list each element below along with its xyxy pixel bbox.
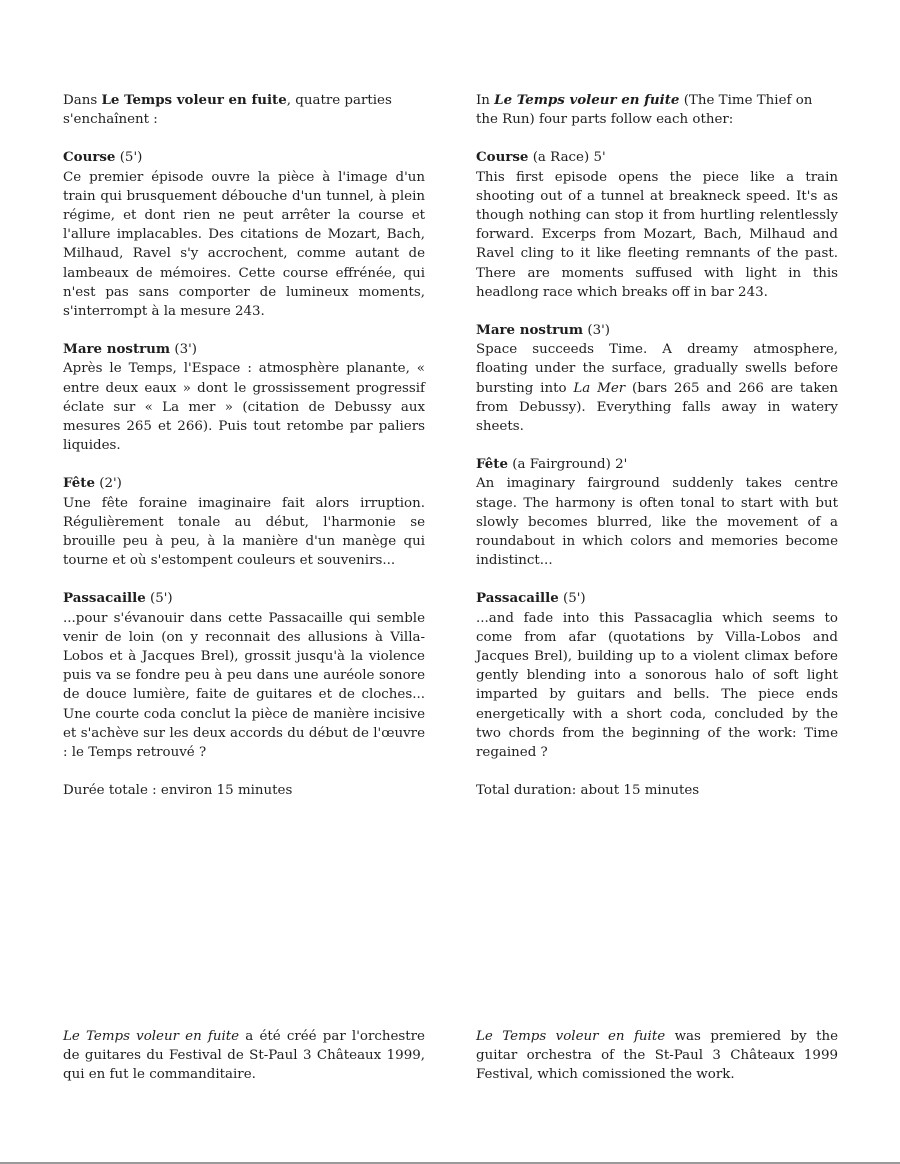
- english-section-mare-nostrum: [476, 321, 838, 436]
- french-section-fete: [63, 474, 425, 570]
- french-footer: Le Temps voleur en fuite a été créé par l'orchestre de guitares du Festival de St-Paul 3 Châteaux 1999, qui en fut le commanditaire.: [63, 1029, 425, 1083]
- section-heading: Course (5'): [63, 149, 143, 166]
- english-column: [476, 91, 838, 801]
- footer-title: Le Temps voleur en fuite: [476, 1029, 666, 1044]
- section-text: Une fête foraine imaginaire fait alors irruption. Régulièrement tonale au début, l'harmonie se brouille peu à peu, à la manière d'un manège qui tourne et où s'estompent couleurs et souvenirs...: [63, 495, 425, 569]
- english-section-course: [476, 148, 838, 302]
- english-footer: Le Temps voleur en fuite was premiered by the guitar orchestra of the St-Paul 3 Châteaux 1999 Festival, which comissioned the work.: [476, 1029, 838, 1083]
- english-total-duration: Total duration: about 15 minutes: [476, 783, 700, 799]
- french-intro: Dans Le Temps voleur en fuite, quatre parties s'enchaînent :: [63, 92, 392, 128]
- french-section-passacaille: [63, 589, 425, 762]
- french-section-mare-nostrum: [63, 340, 425, 455]
- french-intro-title: Le Temps voleur en fuite: [101, 92, 287, 108]
- section-heading: Passacaille (5'): [63, 590, 173, 607]
- french-column: [63, 91, 425, 801]
- section-heading: Mare nostrum (3'): [476, 322, 610, 339]
- section-text: An imaginary fairground suddenly takes centre stage. The harmony is often tonal to start with but slowly becomes blurred, like the movement of a roundabout in which colors and memories become indistinct...: [476, 476, 838, 569]
- section-heading: Course (a Race) 5': [476, 149, 606, 166]
- section-text: ...pour s'évanouir dans cette Passacaille qui semble venir de loin (on y reconnait des allusions à Villa-Lobos et à Jacques Brel), grossit jusqu'à la violence puis va se fondre peu à peu dans une auréole sonore de douce lumière, faite de guitares et de cloches... Une courte coda conclut la pièce de manière incisive et s'achève sur les deux accords du début de l'œuvre : le Temps retrouvé ?: [63, 610, 425, 761]
- english-section-fete: [476, 455, 838, 570]
- section-heading: Fête (a Fairground) 2': [476, 456, 628, 473]
- section-heading: Mare nostrum (3'): [63, 341, 197, 358]
- section-heading: Passacaille (5'): [476, 590, 586, 607]
- section-text: Après le Temps, l'Espace : atmosphère planante, « entre deux eaux » dont le grossissement progressif éclate sur « La mer » (citation de Debussy aux mesures 265 et 266). Puis tout retombe par paliers liquides.: [63, 361, 425, 454]
- section-text: This first episode opens the piece like a train shooting out of a tunnel at breakneck speed. It's as though nothing can stop it from hurtling relentlessly forward. Excerps from Mozart, Bach, Milhaud and Ravel cling to it like fleeting remnants of the past. There are moments suffused with light in this headlong race which breaks off in bar 243.: [476, 169, 838, 300]
- french-section-course: [63, 148, 425, 321]
- english-intro: In Le Temps voleur en fuite (The Time Thief on the Run) four parts follow each other:: [476, 92, 813, 128]
- section-text: ...and fade into this Passacaglia which seems to come from afar (quotations by Villa-Lobos and Jacques Brel), building up to a violent climax before gently blending into a sonorous halo of soft light imparted by guitars and bells. The piece ends energetically with a short coda, concluded by the two chords from the beginning of the work: Time regained ?: [476, 610, 838, 761]
- footer-title: Le Temps voleur en fuite: [63, 1029, 240, 1044]
- section-heading: Fête (2'): [63, 475, 122, 492]
- section-text: Space succeeds Time. A dreamy atmosphere, floating under the surface, gradually swells before bursting into La Mer (bars 265 and 266 are taken from Debussy). Everything falls away in watery sheets.: [476, 342, 838, 435]
- english-intro-title: Le Temps voleur en fuite: [494, 92, 680, 108]
- french-total-duration: Durée totale : environ 15 minutes: [63, 783, 293, 799]
- section-text: Ce premier épisode ouvre la pièce à l'image d'un train qui brusquement débouche d'un tunnel, à plein régime, et dont rien ne peut arrêter la course et l'allure implacables. Des citations de Mozart, Bach, Milhaud, Ravel s'y accrochent, comme autant de lambeaux de mémoires. Cette course effrénée, qui n'est pas sans comporter de lumineux moments, s'interrompt à la mesure 243.: [63, 169, 425, 320]
- english-section-passacaille: [476, 589, 838, 762]
